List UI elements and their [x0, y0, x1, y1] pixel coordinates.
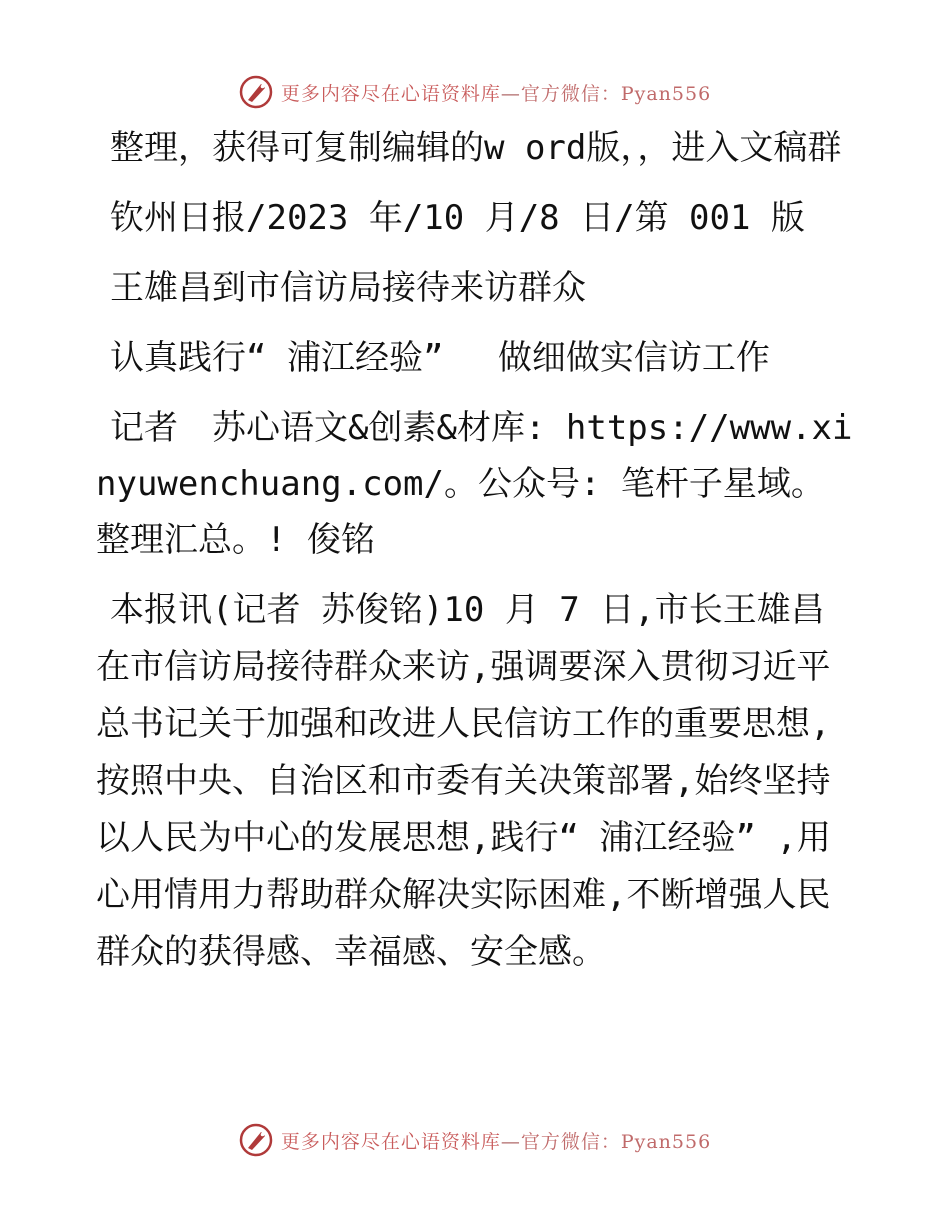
- header-watermark-banner: [0, 70, 950, 114]
- pen-nib-logo-icon: [239, 75, 273, 109]
- article-body-paragraph: 本报讯(记者 苏俊铭)10 月 7 日,市长王雄昌在市信访局接待群众来访,强调要深入贯彻习近平总书记关于加强和改进人民信访工作的重要思想,按照中央、自治区和市委有关决策部署,始终坚持以人民为中心的发展思想,践行“ 浦江经验” ,用心用情用力帮助群众解决实际困难,不断增强人民群众的获得感、幸福感、安全感。: [96, 590, 831, 972]
- source-line: 钦州日报/2023 年/10 月/8 日/第 001 版: [110, 198, 805, 238]
- footer-watermark-banner: [0, 1118, 950, 1162]
- headline-primary: 王雄昌到市信访局接待来访群众: [110, 268, 586, 308]
- footer-banner-text: 更多内容尽在心语资料库—官方微信：Pyan556: [280, 1130, 712, 1153]
- byline-paragraph: 记者 苏心语文&创素&材库: https://www.xinyuwenchuang.com/。公众号: 笔杆子星域。整理汇总。! 俊铭: [96, 408, 853, 560]
- headline-secondary: 认真践行“ 浦江经验” 做细做实信访工作: [110, 338, 770, 378]
- document-body: [96, 120, 856, 981]
- pen-nib-logo-icon: [239, 1123, 273, 1157]
- intro-paragraph: 整理，获得可复制编辑的w ord版，，进入文稿群: [110, 128, 842, 168]
- header-banner-text: 更多内容尽在心语资料库—官方微信：Pyan556: [280, 82, 712, 105]
